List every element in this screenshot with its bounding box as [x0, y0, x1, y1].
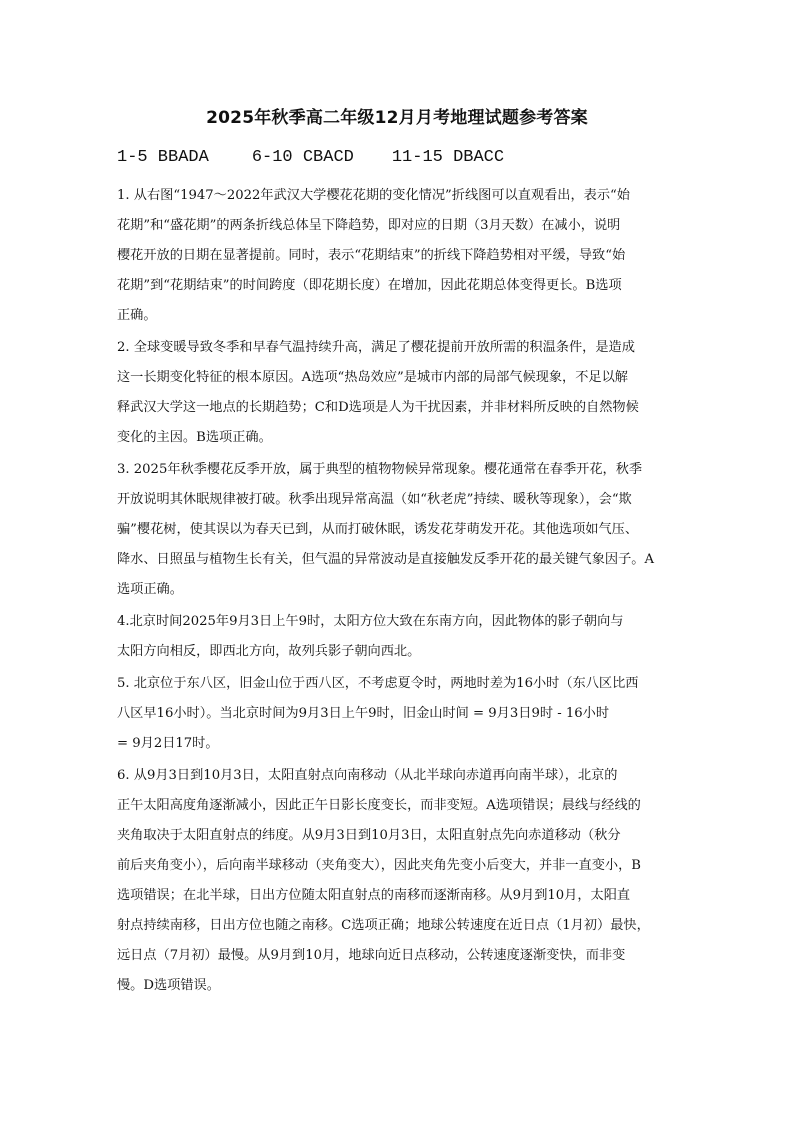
- text-line: 变化的主因。B选项正确。: [117, 430, 272, 445]
- explanation-4: [117, 607, 684, 667]
- text-line: 1. 从右图“1947～2022年武汉大学樱花花期的变化情况”折线图可以直观看出，表示“始: [117, 188, 630, 203]
- document-title: 2025年秋季高二年级12月月考地理试题参考答案: [206, 108, 588, 128]
- text-line: 八区早16小时）。当北京时间为9月3日上午9时，旧金山时间 = 9月3日9时 - 16小时: [117, 706, 610, 721]
- text-line: 这一长期变化特征的根本原因。A选项“热岛效应”是城市内部的局部气候现象，不足以解: [117, 370, 628, 385]
- text-line: 花期”到“花期结束”的时间跨度（即花期长度）在增加，因此花期总体变得更长。B选项: [117, 278, 622, 293]
- explanation-5: [117, 669, 684, 759]
- text-line: 骗”樱花树，使其误以为春天已到，从而打破休眠，诱发花芽萌发开花。其他选项如气压、: [117, 522, 639, 537]
- text-line: 正午太阳高度角逐渐减小，因此正午日影长度变长，而非变短。A选项错误；晨线与经线的: [117, 798, 641, 813]
- text-line: 开放说明其休眠规律被打破。秋季出现异常高温（如“秋老虎”持续、暖秋等现象），会“欺: [117, 492, 632, 507]
- text-line: 花期”和“盛花期”的两条折线总体呈下降趋势，即对应的日期（3月天数）在减小，说明: [117, 218, 621, 233]
- text-line: 樱花开放的日期在显著提前。同时，表示“花期结束”的折线下降趋势相对平缓，导致“始: [117, 248, 626, 263]
- text-line: 太阳方向相反，即西北方向，故列兵影子朝向西北。: [117, 644, 421, 659]
- text-line: 选项错误；在北半球，日出方位随太阳直射点的南移而逐渐南移。从9月到10月，太阳直: [117, 888, 631, 903]
- answer-group-1: 1-5 BBADA: [117, 148, 209, 167]
- text-line: 慢。D选项错误。: [117, 978, 220, 993]
- explanation-1: [117, 181, 684, 331]
- text-line: 5. 北京位于东八区，旧金山位于西八区，不考虑夏令时，两地时差为16小时（东八区比西: [117, 676, 639, 691]
- answer-group-2: 6-10 CBACD: [251, 148, 354, 167]
- explanation-3: [117, 455, 684, 605]
- text-line: 前后夹角变小），后向南半球移动（夹角变大），因此夹角先变小后变大，并非一直变小，B: [117, 858, 641, 873]
- answer-group-3: 11-15 DBACC: [391, 148, 505, 167]
- text-line: = 9月2日17时。: [117, 736, 219, 751]
- explanation-6: [117, 761, 684, 1001]
- explanation-2: [117, 333, 684, 453]
- text-line: 远日点（7月初）最慢。从9月到10月，地球向近日点移动，公转速度逐渐变快，而非变: [117, 948, 626, 963]
- text-line: 3. 2025年秋季樱花反季开放，属于典型的植物物候异常现象。樱花通常在春季开花，秋季: [117, 462, 643, 477]
- text-line: 4.北京时间2025年9月3日上午9时，太阳方位大致在东南方向，因此物体的影子朝向与: [117, 614, 624, 629]
- text-line: 2. 全球变暖导致冬季和早春气温持续升高，满足了樱花提前开放所需的积温条件，是造成: [117, 340, 635, 355]
- text-line: 正确。: [117, 308, 157, 323]
- text-line: 释武汉大学这一地点的长期趋势；C和D选项是人为干扰因素，并非材料所反映的自然物候: [117, 400, 639, 415]
- explanations: [117, 181, 684, 1003]
- text-line: 6. 从9月3日到10月3日，太阳直射点向南移动（从北半球向赤道再向南半球），北京的: [117, 768, 618, 783]
- text-line: 夹角取决于太阳直射点的纬度。从9月3日到10月3日，太阳直射点先向赤道移动（秋分: [117, 828, 621, 843]
- text-line: 选项正确。: [117, 582, 183, 597]
- text-line: 射点持续南移，日出方位也随之南移。C选项正确；地球公转速度在近日点（1月初）最快，: [117, 918, 650, 933]
- answer-key-line: [117, 148, 504, 167]
- text-line: 降水、日照虽与植物生长有关，但气温的异常波动是直接触发反季开花的最关键气象因子。A: [117, 552, 655, 567]
